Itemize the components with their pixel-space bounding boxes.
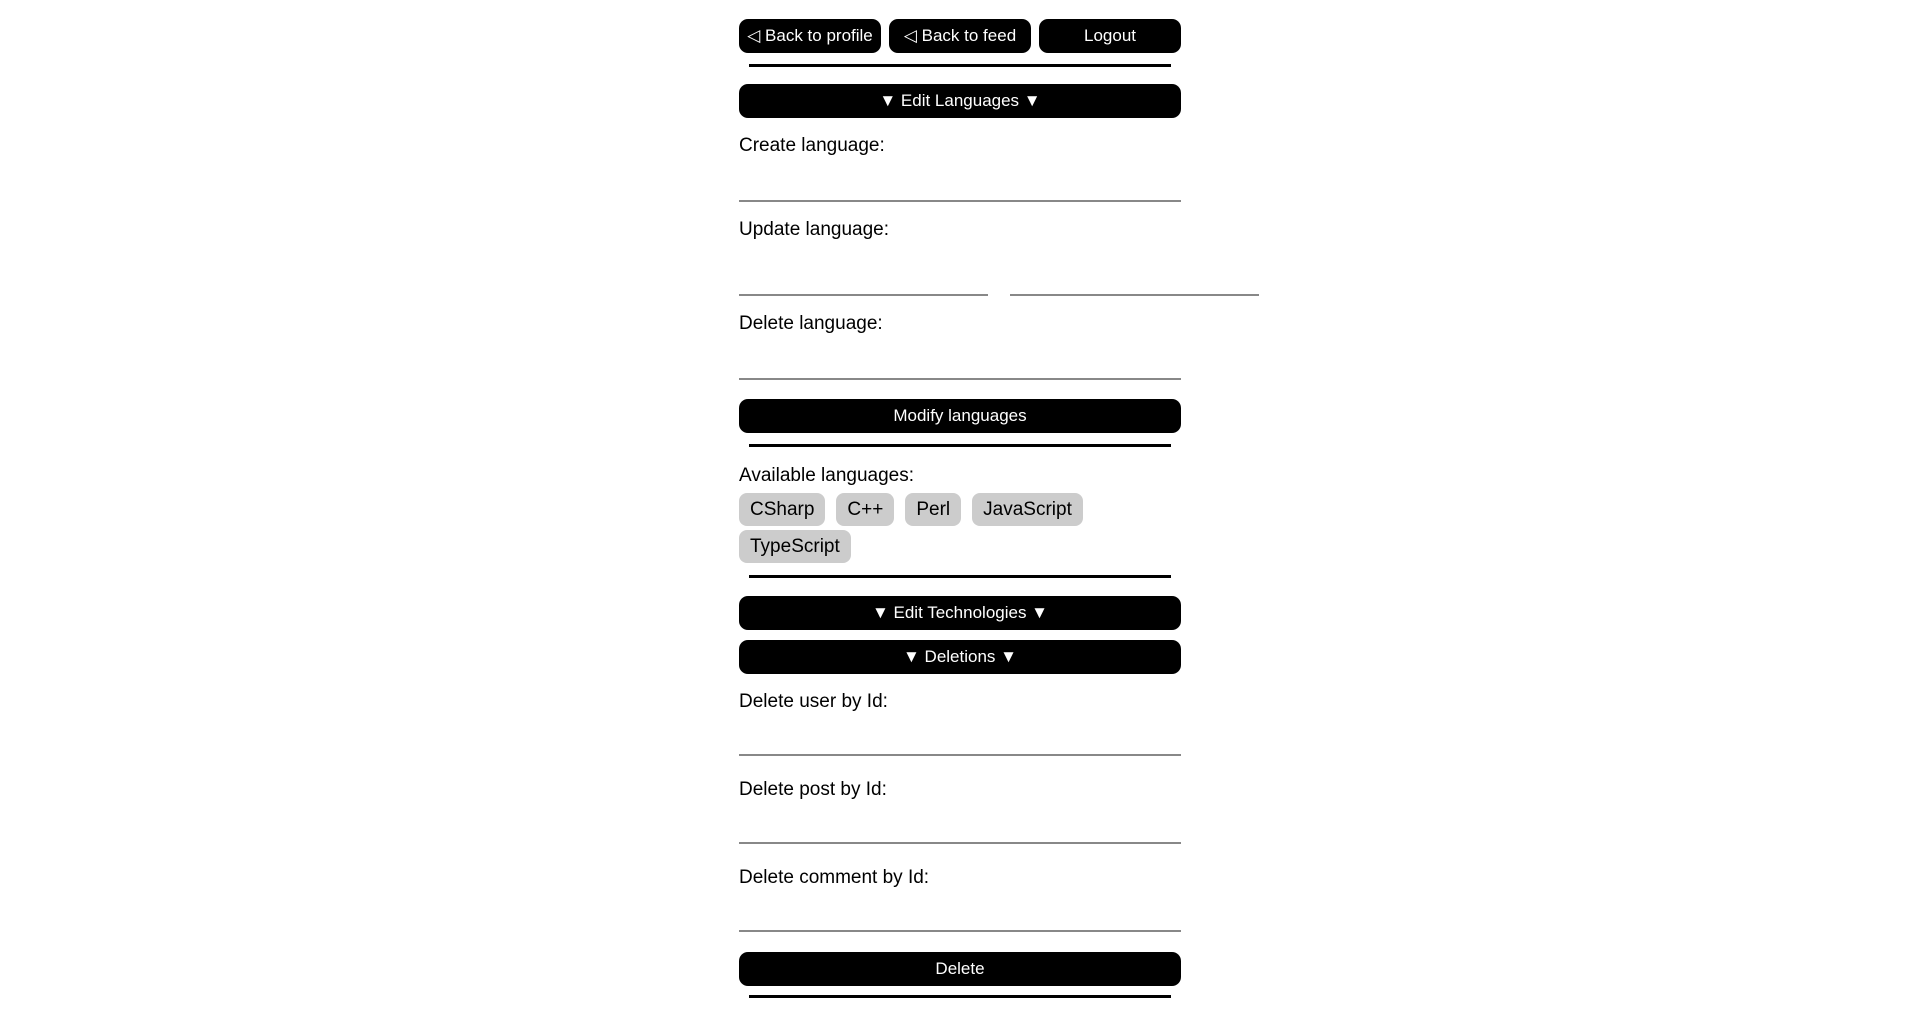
delete-post-label: Delete post by Id: <box>739 779 887 800</box>
language-chip: CSharp <box>739 493 825 526</box>
logout-button[interactable]: Logout <box>1039 19 1181 53</box>
available-languages-label: Available languages: <box>739 465 915 486</box>
divider <box>749 64 1171 67</box>
divider <box>749 575 1171 578</box>
divider <box>749 995 1171 998</box>
language-chip-list <box>739 493 1181 563</box>
delete-language-input[interactable] <box>739 346 1181 380</box>
update-language-new-input[interactable] <box>1010 256 1259 296</box>
delete-button[interactable]: Delete <box>739 952 1181 986</box>
top-nav <box>739 19 1181 53</box>
language-chip: Perl <box>905 493 961 526</box>
admin-panel <box>739 0 1181 998</box>
delete-comment-label: Delete comment by Id: <box>739 867 930 888</box>
delete-comment-id-input[interactable] <box>739 898 1181 932</box>
divider <box>749 444 1171 447</box>
back-to-feed-button[interactable]: ◁ Back to feed <box>889 19 1031 53</box>
create-language-input[interactable] <box>739 168 1181 202</box>
back-to-profile-button[interactable]: ◁ Back to profile <box>739 19 881 53</box>
update-language-label: Update language: <box>739 219 890 240</box>
update-language-old-input[interactable] <box>739 256 988 296</box>
edit-technologies-toggle[interactable]: ▼ Edit Technologies ▼ <box>739 596 1181 630</box>
delete-user-label: Delete user by Id: <box>739 691 888 712</box>
update-language-inputs <box>739 256 1181 296</box>
delete-user-id-input[interactable] <box>739 722 1181 756</box>
language-chip: C++ <box>836 493 894 526</box>
delete-language-label: Delete language: <box>739 313 883 334</box>
edit-languages-toggle[interactable]: ▼ Edit Languages ▼ <box>739 84 1181 118</box>
modify-languages-button[interactable]: Modify languages <box>739 399 1181 433</box>
deletions-toggle[interactable]: ▼ Deletions ▼ <box>739 640 1181 674</box>
delete-post-id-input[interactable] <box>739 810 1181 844</box>
deletions-section <box>739 690 1181 932</box>
language-chip: JavaScript <box>972 493 1083 526</box>
language-chip: TypeScript <box>739 530 851 563</box>
create-language-label: Create language: <box>739 135 885 156</box>
